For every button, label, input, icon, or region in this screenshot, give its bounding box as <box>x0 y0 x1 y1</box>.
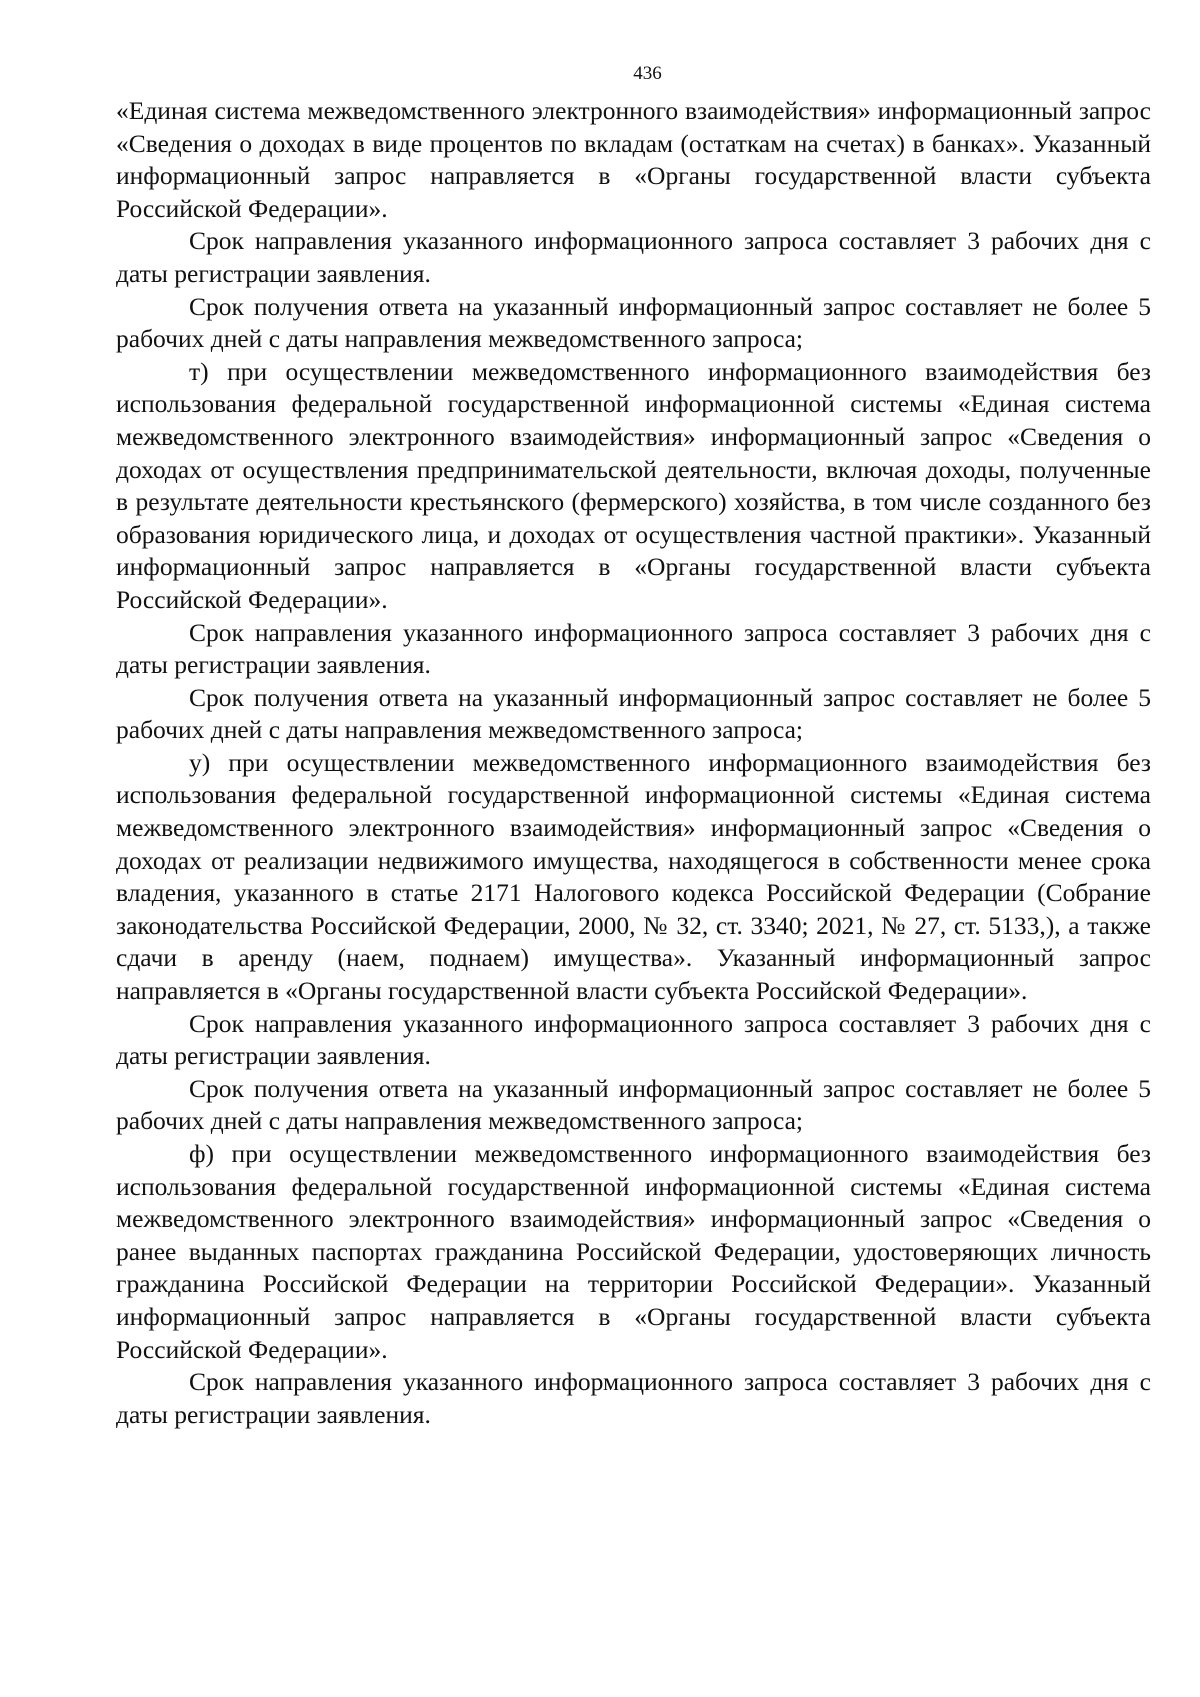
paragraph: Срок получения ответа на указанный информационный запрос составляет не более 5 рабочих дней с даты направления межведомственного запроса; <box>116 291 1151 354</box>
paragraph: Срок направления указанного информационного запроса составляет 3 рабочих дня с даты регистрации заявления. <box>116 1008 1151 1071</box>
document-page <box>116 62 1151 1431</box>
paragraph: ф) при осуществлении межведомственного информационного взаимодействия без использования федеральной государственной информационной системы «Единая система межведомственного электронного взаимодействия» информационный запрос «Сведения о ранее выданных паспортах гражданина Российской Федерации, удостоверяющих личность гражданина Российской Федерации на территории Российской Федерации». Указанный информационный запрос направляется в «Органы государственной власти субъекта Российской Федерации». <box>116 1139 1151 1364</box>
paragraph: Срок получения ответа на указанный информационный запрос составляет не более 5 рабочих дней с даты направления межведомственного запроса; <box>116 1073 1151 1136</box>
paragraph: Срок направления указанного информационного запроса составляет 3 рабочих дня с даты регистрации заявления. <box>116 1367 1151 1429</box>
paragraph: т) при осуществлении межведомственного информационного взаимодействия без использования федеральной государственной информационной системы «Единая система межведомственного электронного взаимодействия» информационный запрос «Сведения о доходах от осуществления предпринимательской деятельности, включая доходы, полученные в результате деятельности крестьянского (фермерского) хозяйства, в том числе созданного без образования юридического лица, и доходах от осуществления частной практики». Указанный информационный запрос направляется в «Органы государственной власти субъекта Российской Федерации». <box>116 356 1151 614</box>
paragraph: Срок получения ответа на указанный информационный запрос составляет не более 5 рабочих дней с даты направления межведомственного запроса; <box>116 682 1151 745</box>
page-number: 436 <box>633 63 662 84</box>
paragraph: Срок направления указанного информационного запроса составляет 3 рабочих дня с даты регистрации заявления. <box>116 226 1151 288</box>
paragraph: Срок направления указанного информационного запроса составляет 3 рабочих дня с даты регистрации заявления. <box>116 617 1151 680</box>
paragraph: «Единая система межведомственного электронного взаимодействия» информационный запрос «Сведения о доходах в виде процентов по вкладам (остаткам на счетах) в банках». Указанный информационный запрос направляется в «Органы государственной власти субъекта Российской Федерации». <box>116 96 1151 223</box>
document-body <box>116 95 1151 1431</box>
paragraph: у) при осуществлении межведомственного информационного взаимодействия без использования федеральной государственной информационной системы «Единая система межведомственного электронного взаимодействия» информационный запрос «Сведения о доходах от реализации недвижимого имущества, находящегося в собственности менее срока владения, указанного в статье 2171 Налогового кодекса Российской Федерации (Собрание законодательства Российской Федерации, 2000, № 32, ст. 3340; 2021, № 27, ст. 5133,), а также сдачи в аренду (наем, поднаем) имущества». Указанный информационный запрос направляется в «Органы государственной власти субъекта Российской Федерации». <box>116 747 1151 1006</box>
